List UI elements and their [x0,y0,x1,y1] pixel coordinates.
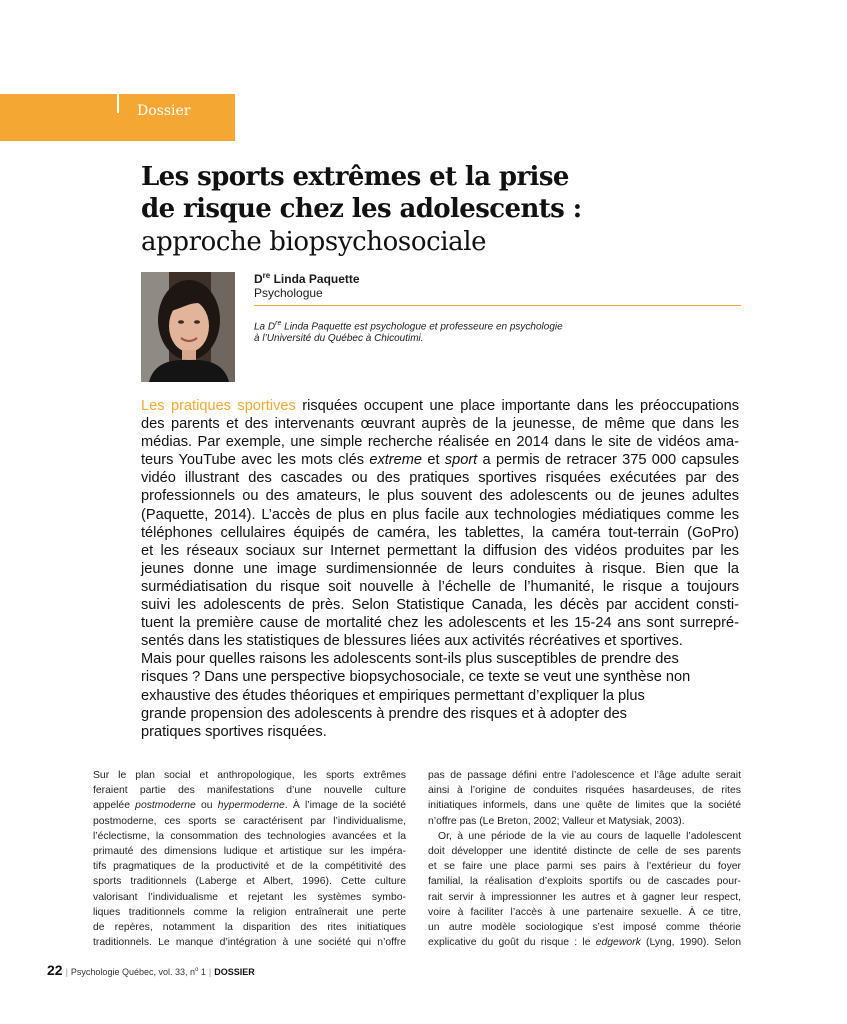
body-line: l’éclectisme, la consommation des technologies avancées et la [93,830,406,842]
lead-line: surmédiatisation du risque soit nouvelle à l’échelle de l’humanité, le risque a toujours [141,578,739,595]
body-line: postmoderne, ces sports se caractérisent par l’individualisme, [93,815,406,827]
lead-line: professionnels ou des amateurs, le plus souvent des adolescents ou de jeunes adultes [141,488,739,505]
lead-line: sentés dans les statistiques de blessures liées aux activités récréatives et sportives. [141,633,683,650]
body-line: liques traditionnels comme la religion entraînerait une perte [93,906,406,918]
body-line: primauté des dimensions ludique et artistique sur les impéra- [93,846,406,858]
body-line: valorisant l’individualisme et rejetant les systèmes symbo- [93,891,406,903]
lead-line: suivi les adolescents de près. Selon Statistique Canada, les décès par accident consti- [141,597,739,614]
author-role: Psychologue [254,286,323,300]
lead-paragraph [141,397,739,741]
body-line: ainsi à l’origine de conduites risquées hasardeuses, de rites [428,785,741,797]
body-line: et se faire une place parmi ses pairs à l’extérieur du foyer [428,861,741,873]
body-line: pas de passage défini entre l’adolescence et l’âge adulte serait [428,770,741,781]
lead-line: médias. Par exemple, une simple recherche réalisée en 2014 dans le site de vidéos ama- [141,434,739,451]
lead-line: des parents et des intervenants œuvrant auprès de la jeunesse, de même que dans les [141,416,739,433]
page-footer: 22 | Psychologie Québec, vol. 33, $n^o$ 1 | DOSSIER [47,962,255,978]
body-column-right [428,768,741,950]
article-title [141,161,741,259]
body-line: n’offre pas (Le Breton, 2002; Valleur et Matysiak, 2003). [428,815,685,827]
lead-line: risques ? Dans une perspective biopsychosociale, ce texte se veut une synthèse non [141,669,691,686]
author-name: Dre Linda Paquette [254,271,360,286]
body-line: Or, à une période de la vie au cours de laquelle l’adolescent [438,830,741,842]
lead-line: et les réseaux sociaux sur Internet permettant la diffusion des vidéos produites par les [141,542,739,559]
body-column-left [93,768,406,950]
author-photo [141,272,235,382]
body-line: feraient partie des manifestations d’une nouvelle culture [93,785,406,797]
author-portrait-image [141,272,235,382]
lead-line: téléphones cellulaires équipés de caméra, les tablettes, la caméra tout-terrain (GoPro) [141,524,739,541]
lead-line: teurs YouTube avec les mots clés extreme et sport a permis de retracer 375 000 capsules [141,452,739,469]
footer-section: DOSSIER [214,967,255,977]
author-divider [254,305,741,306]
body-line: appelée postmoderne ou hypermoderne. À l’image de la société [93,800,406,812]
lead-line: grande propension des adolescents à prendre des risques et à adopter des [141,705,627,722]
journal-citation: Psychologie Québec, vol. 33, $n^o$ 1 [70,967,206,977]
body-line: rait servir à impressionner les autres et à gagner leur respect, [428,891,741,903]
title-line-1: Les sports extrêmes et la prise [141,162,569,192]
title-subtitle: approche biopsychosociale [141,227,487,257]
lead-line: jeunes donne une image surdimensionnée de leurs conduites à risque. Bien que la [141,560,739,577]
body-line: tifs pragmatiques de la productivité et de la compétitivité des [93,861,406,873]
lead-line: exhaustive des études théoriques et empiriques permettant d’expliquer la plus [141,687,645,704]
author-bio: La Dre Linda Paquette est psychologue et professeure en psychologie à l’Université du Québec à Chicoutimi. [254,320,563,345]
body-line: Sur le plan social et anthropologique, les sports extrêmes [93,770,406,781]
page-number: 22 [47,962,63,978]
body-line: initiatiques informels, dans une quête de limites que la société [428,800,741,812]
body-line: familial, la réalisation d’exploits sportifs ou de cascades pour- [428,876,741,888]
lead-line: vidéo illustrant des cascades ou des pratiques sportives risquées exécutées par des [141,470,739,487]
lead-line: Mais pour quelles raisons les adolescents sont-ils plus susceptibles de prendre des [141,651,679,668]
banner-divider [117,94,119,113]
body-line: de repères, notamment la disparition des rites initiatiques [93,922,406,934]
lead-line: tuent la première cause de mortalité chez les adolescents et les 15-24 ans sont surrepré- [141,615,739,632]
lead-line: pratiques sportives risquées. [141,723,327,740]
section-label: Dossier [137,103,191,119]
lead-line: Les pratiques sportives risquées occupent une place importante dans les préoccupations [141,398,739,414]
body-line: explicative du goût du risque : le edgework (Lyng, 1990). Selon [428,937,741,949]
body-line: voire à faciliter l’accès à une partenaire sexuelle. À ce titre, [428,906,741,918]
title-line-2: de risque chez les adolescents : [141,194,582,224]
lead-line: (Paquette, 2014). L’accès de plus en plus facile aux technologies médiatiques comme les [141,506,739,523]
section-banner [0,94,235,141]
body-line: doit développer une identité distincte de celle de ses parents [428,846,741,858]
body-line: un autre modèle sociologique s’est imposé comme théorie [428,922,741,934]
body-line: traditionnels. Le manque d’intégration à une société qui n’offre [93,937,406,949]
body-line: sports traditionnels (Laberge et Albert, 1996). Cette culture [93,876,406,888]
lead-highlight: Les pratiques sportives [141,398,296,414]
